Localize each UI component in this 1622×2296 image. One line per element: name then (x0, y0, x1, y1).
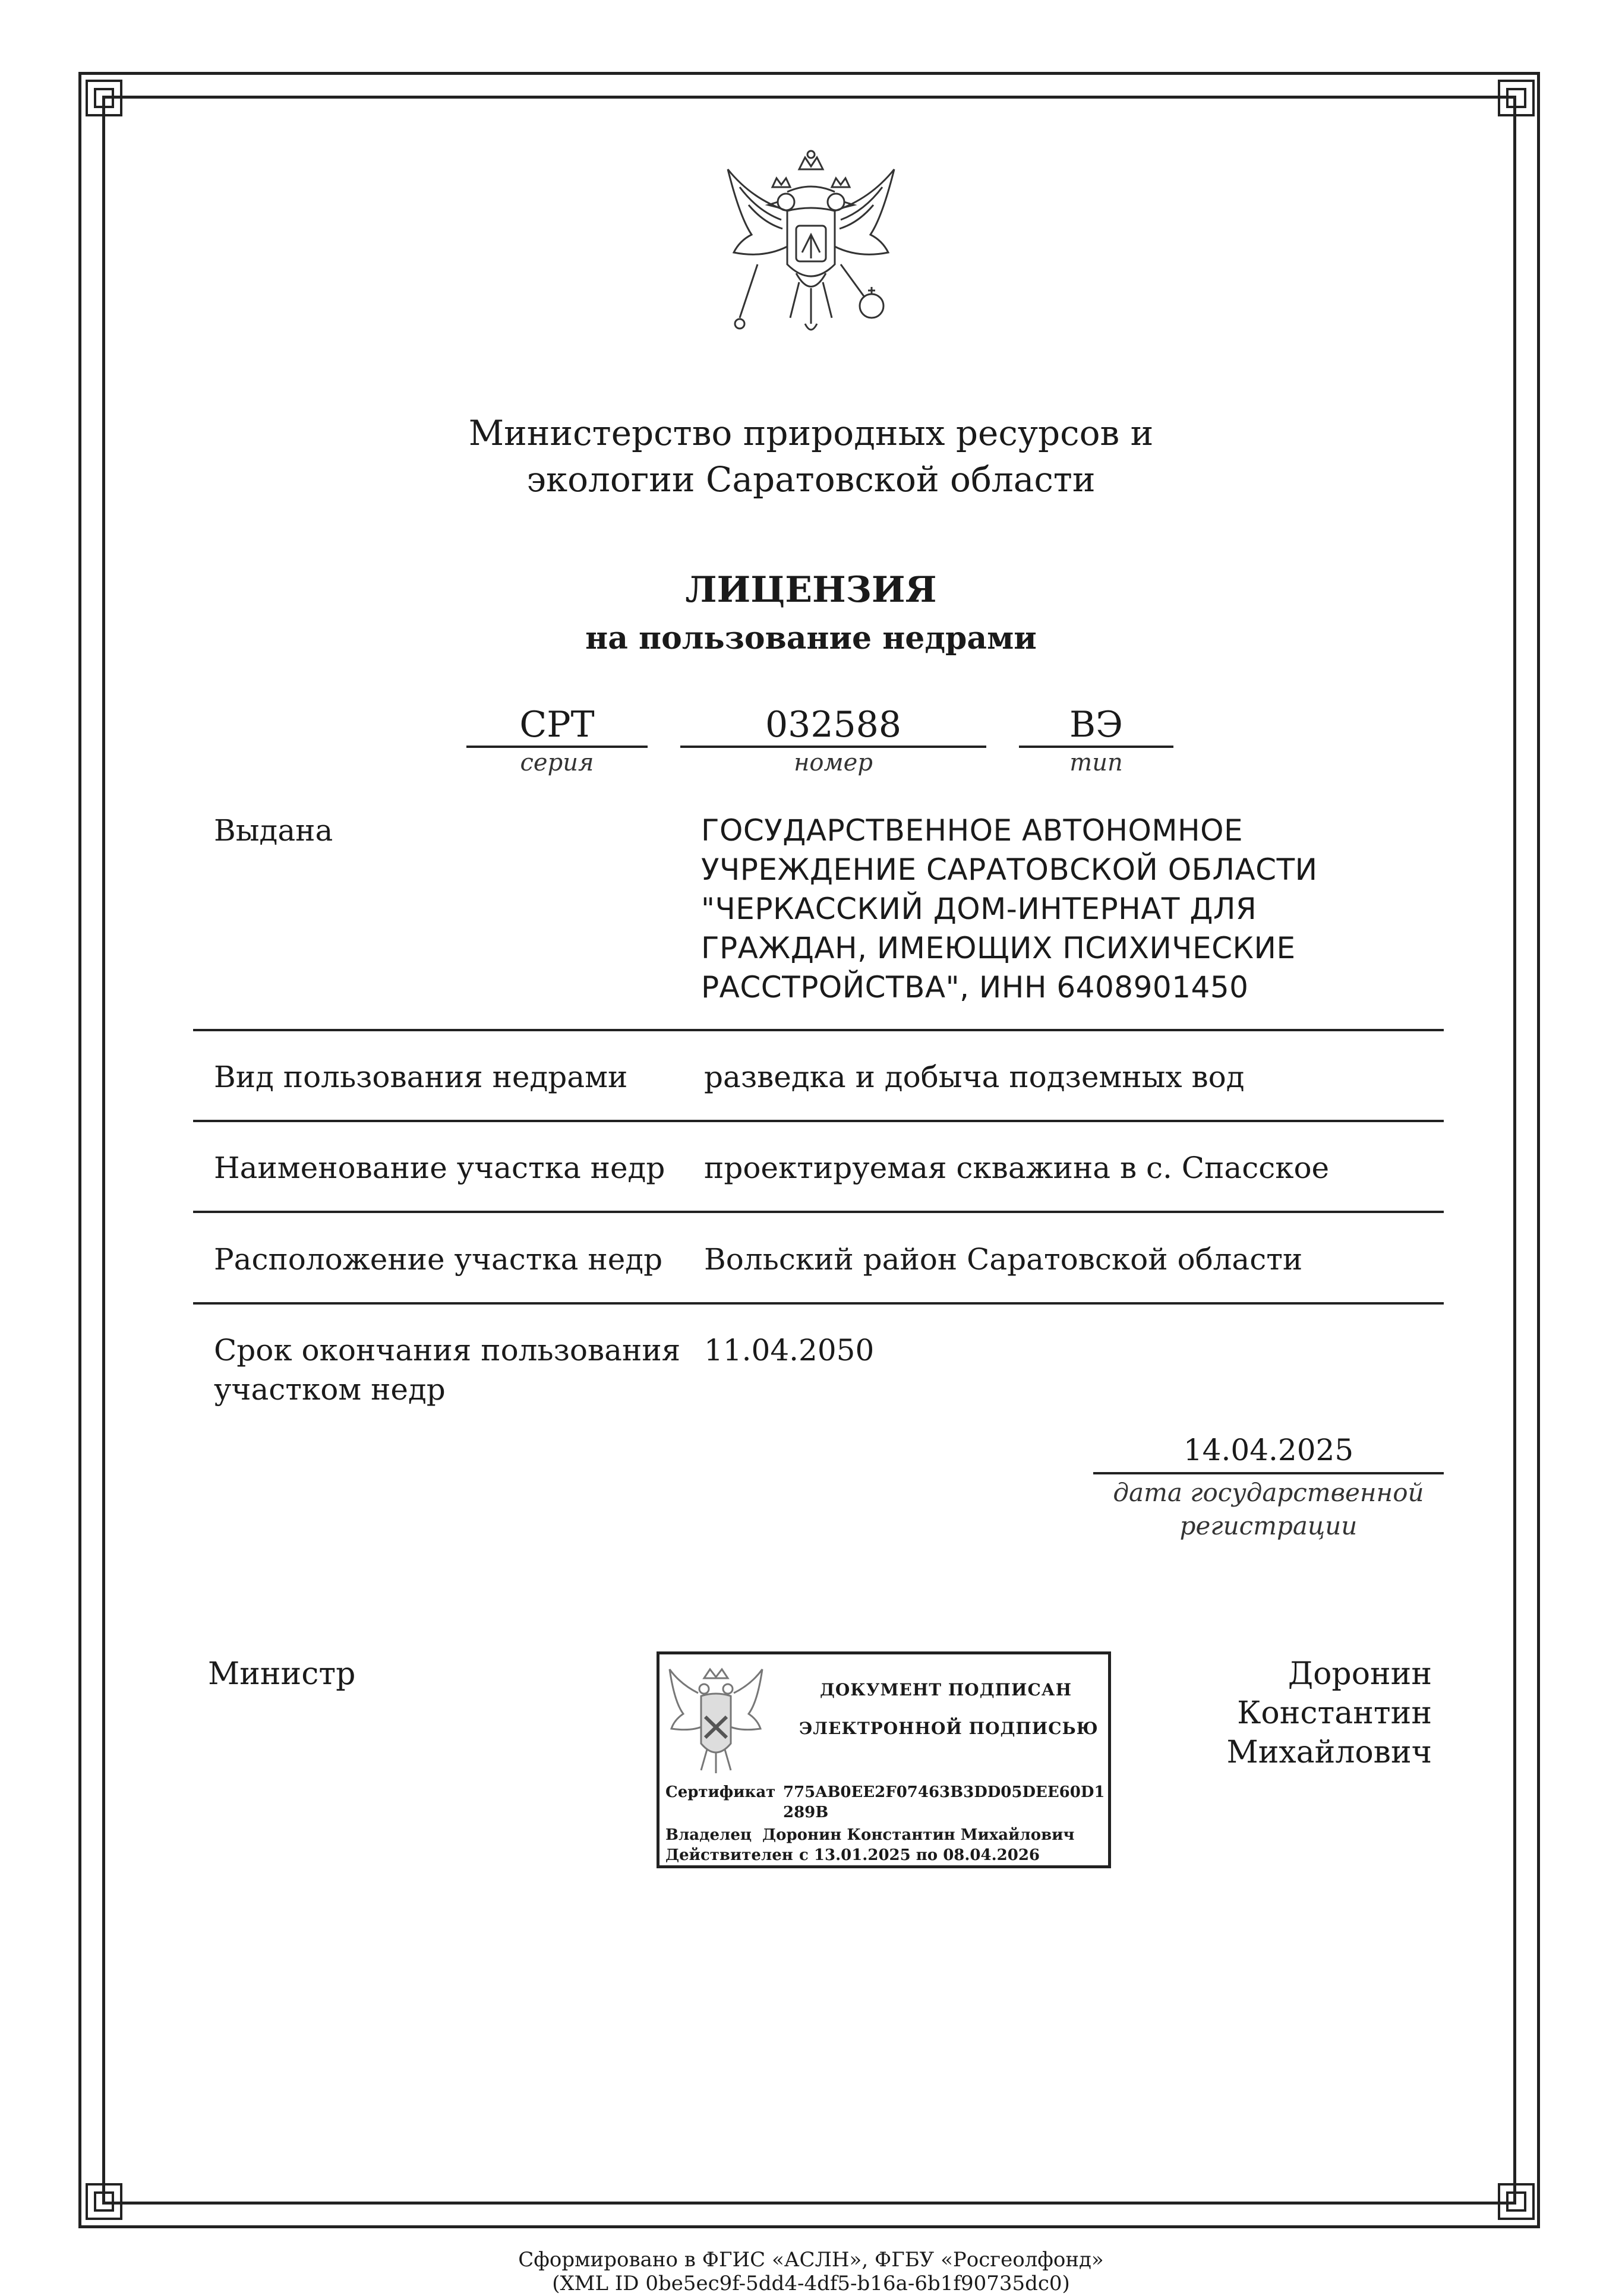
licensee-name (701, 811, 1444, 1007)
corner-ornament-icon (1495, 77, 1537, 119)
validity-label: Действителен (665, 1846, 793, 1864)
signer-position: Министр (208, 1656, 356, 1692)
licensee-line: ГОСУДАРСТВЕННОЕ АВТОНОМНОЕ (701, 813, 1244, 848)
document-subtitle: на пользование недрами (585, 620, 1037, 656)
certificate-label: Сертификат (665, 1783, 776, 1801)
registration-caption-line: дата государственной (1113, 1478, 1424, 1507)
owner-value: Доронин Константин Михайлович (762, 1826, 1075, 1844)
expiry-label-line: Срок окончания пользования (214, 1333, 681, 1368)
footer-source: Сформировано в ФГИС «АСЛН», ФГБУ «Росгеолфонд» (518, 2248, 1104, 2272)
row-divider (193, 1120, 1444, 1122)
license-number (680, 704, 986, 778)
certificate-number-line: 775AB0EE2F07463B3DD05DEE60D1 (783, 1783, 1105, 1801)
signer-first-name: Константин (1237, 1695, 1432, 1731)
corner-ornament-icon (83, 77, 125, 119)
signer-name (1159, 1654, 1432, 1772)
number-value: 032588 (765, 704, 902, 746)
registration-underline (1093, 1472, 1444, 1474)
certificate-number-line: 289B (783, 1804, 829, 1821)
usage-type-value: разведка и добыча подземных вод (704, 1060, 1245, 1094)
type-caption: тип (1069, 749, 1123, 776)
authority-line-2: экологии Саратовской области (526, 459, 1096, 500)
footer-xml-id: (XML ID 0be5ec9f-5dd4-4df5-b16a-6b1f90735dc0) (552, 2272, 1070, 2295)
signer-surname: Доронин (1287, 1656, 1432, 1692)
certificate-number (783, 1782, 1105, 1823)
series-value: СРТ (519, 704, 595, 746)
site-location-label: Расположение участка недр (214, 1242, 663, 1277)
stamp-heading-1: ДОКУМЕНТ ПОДПИСАН (820, 1680, 1072, 1700)
type-value: ВЭ (1069, 704, 1123, 746)
licensee-line: "ЧЕРКАССКИЙ ДОМ-ИНТЕРНАТ ДЛЯ (701, 892, 1257, 926)
registration-caption (1093, 1476, 1444, 1543)
issuing-authority (336, 410, 1286, 503)
issued-label: Выдана (214, 813, 333, 848)
number-caption: номер (794, 749, 873, 776)
authority-line-1: Министерство природных ресурсов и (468, 413, 1154, 453)
site-location-value: Вольский район Саратовской области (704, 1242, 1303, 1277)
license-series (466, 704, 648, 778)
rosnedra-emblem-icon (662, 1660, 769, 1779)
registration-caption-line: регистрации (1179, 1511, 1358, 1540)
registration-date: 14.04.2025 (1183, 1433, 1354, 1467)
corner-ornament-icon (1495, 2181, 1537, 2222)
validity-value: с 13.01.2025 по 08.04.2026 (799, 1846, 1040, 1864)
stamp-heading-2: ЭЛЕКТРОННОЙ ПОДПИСЬЮ (799, 1719, 1099, 1738)
owner-label: Владелец (665, 1826, 752, 1844)
row-divider (193, 1029, 1444, 1031)
site-name-label: Наименование участка недр (214, 1151, 665, 1185)
expiry-label (214, 1331, 680, 1409)
russian-coat-of-arms-icon (716, 146, 906, 359)
licensee-line: РАССТРОЙСТВА", ИНН 6408901450 (701, 970, 1249, 1005)
expiry-value: 11.04.2050 (704, 1333, 875, 1368)
document-title: ЛИЦЕНЗИЯ (685, 569, 937, 611)
licensee-line: ГРАЖДАН, ИМЕЮЩИХ ПСИХИЧЕСКИЕ (701, 931, 1296, 965)
signer-patronymic: Михайлович (1226, 1735, 1432, 1770)
usage-type-label: Вид пользования недрами (214, 1060, 628, 1094)
licensee-line: УЧРЕЖДЕНИЕ САРАТОВСКОЙ ОБЛАСТИ (701, 852, 1318, 887)
row-divider (193, 1302, 1444, 1305)
site-name-value: проектируемая скважина в с. Спасское (704, 1151, 1330, 1185)
expiry-label-line: участком недр (214, 1372, 446, 1407)
series-caption: серия (520, 749, 594, 776)
row-divider (193, 1211, 1444, 1213)
license-type (1019, 704, 1173, 778)
corner-ornament-icon (83, 2181, 125, 2222)
